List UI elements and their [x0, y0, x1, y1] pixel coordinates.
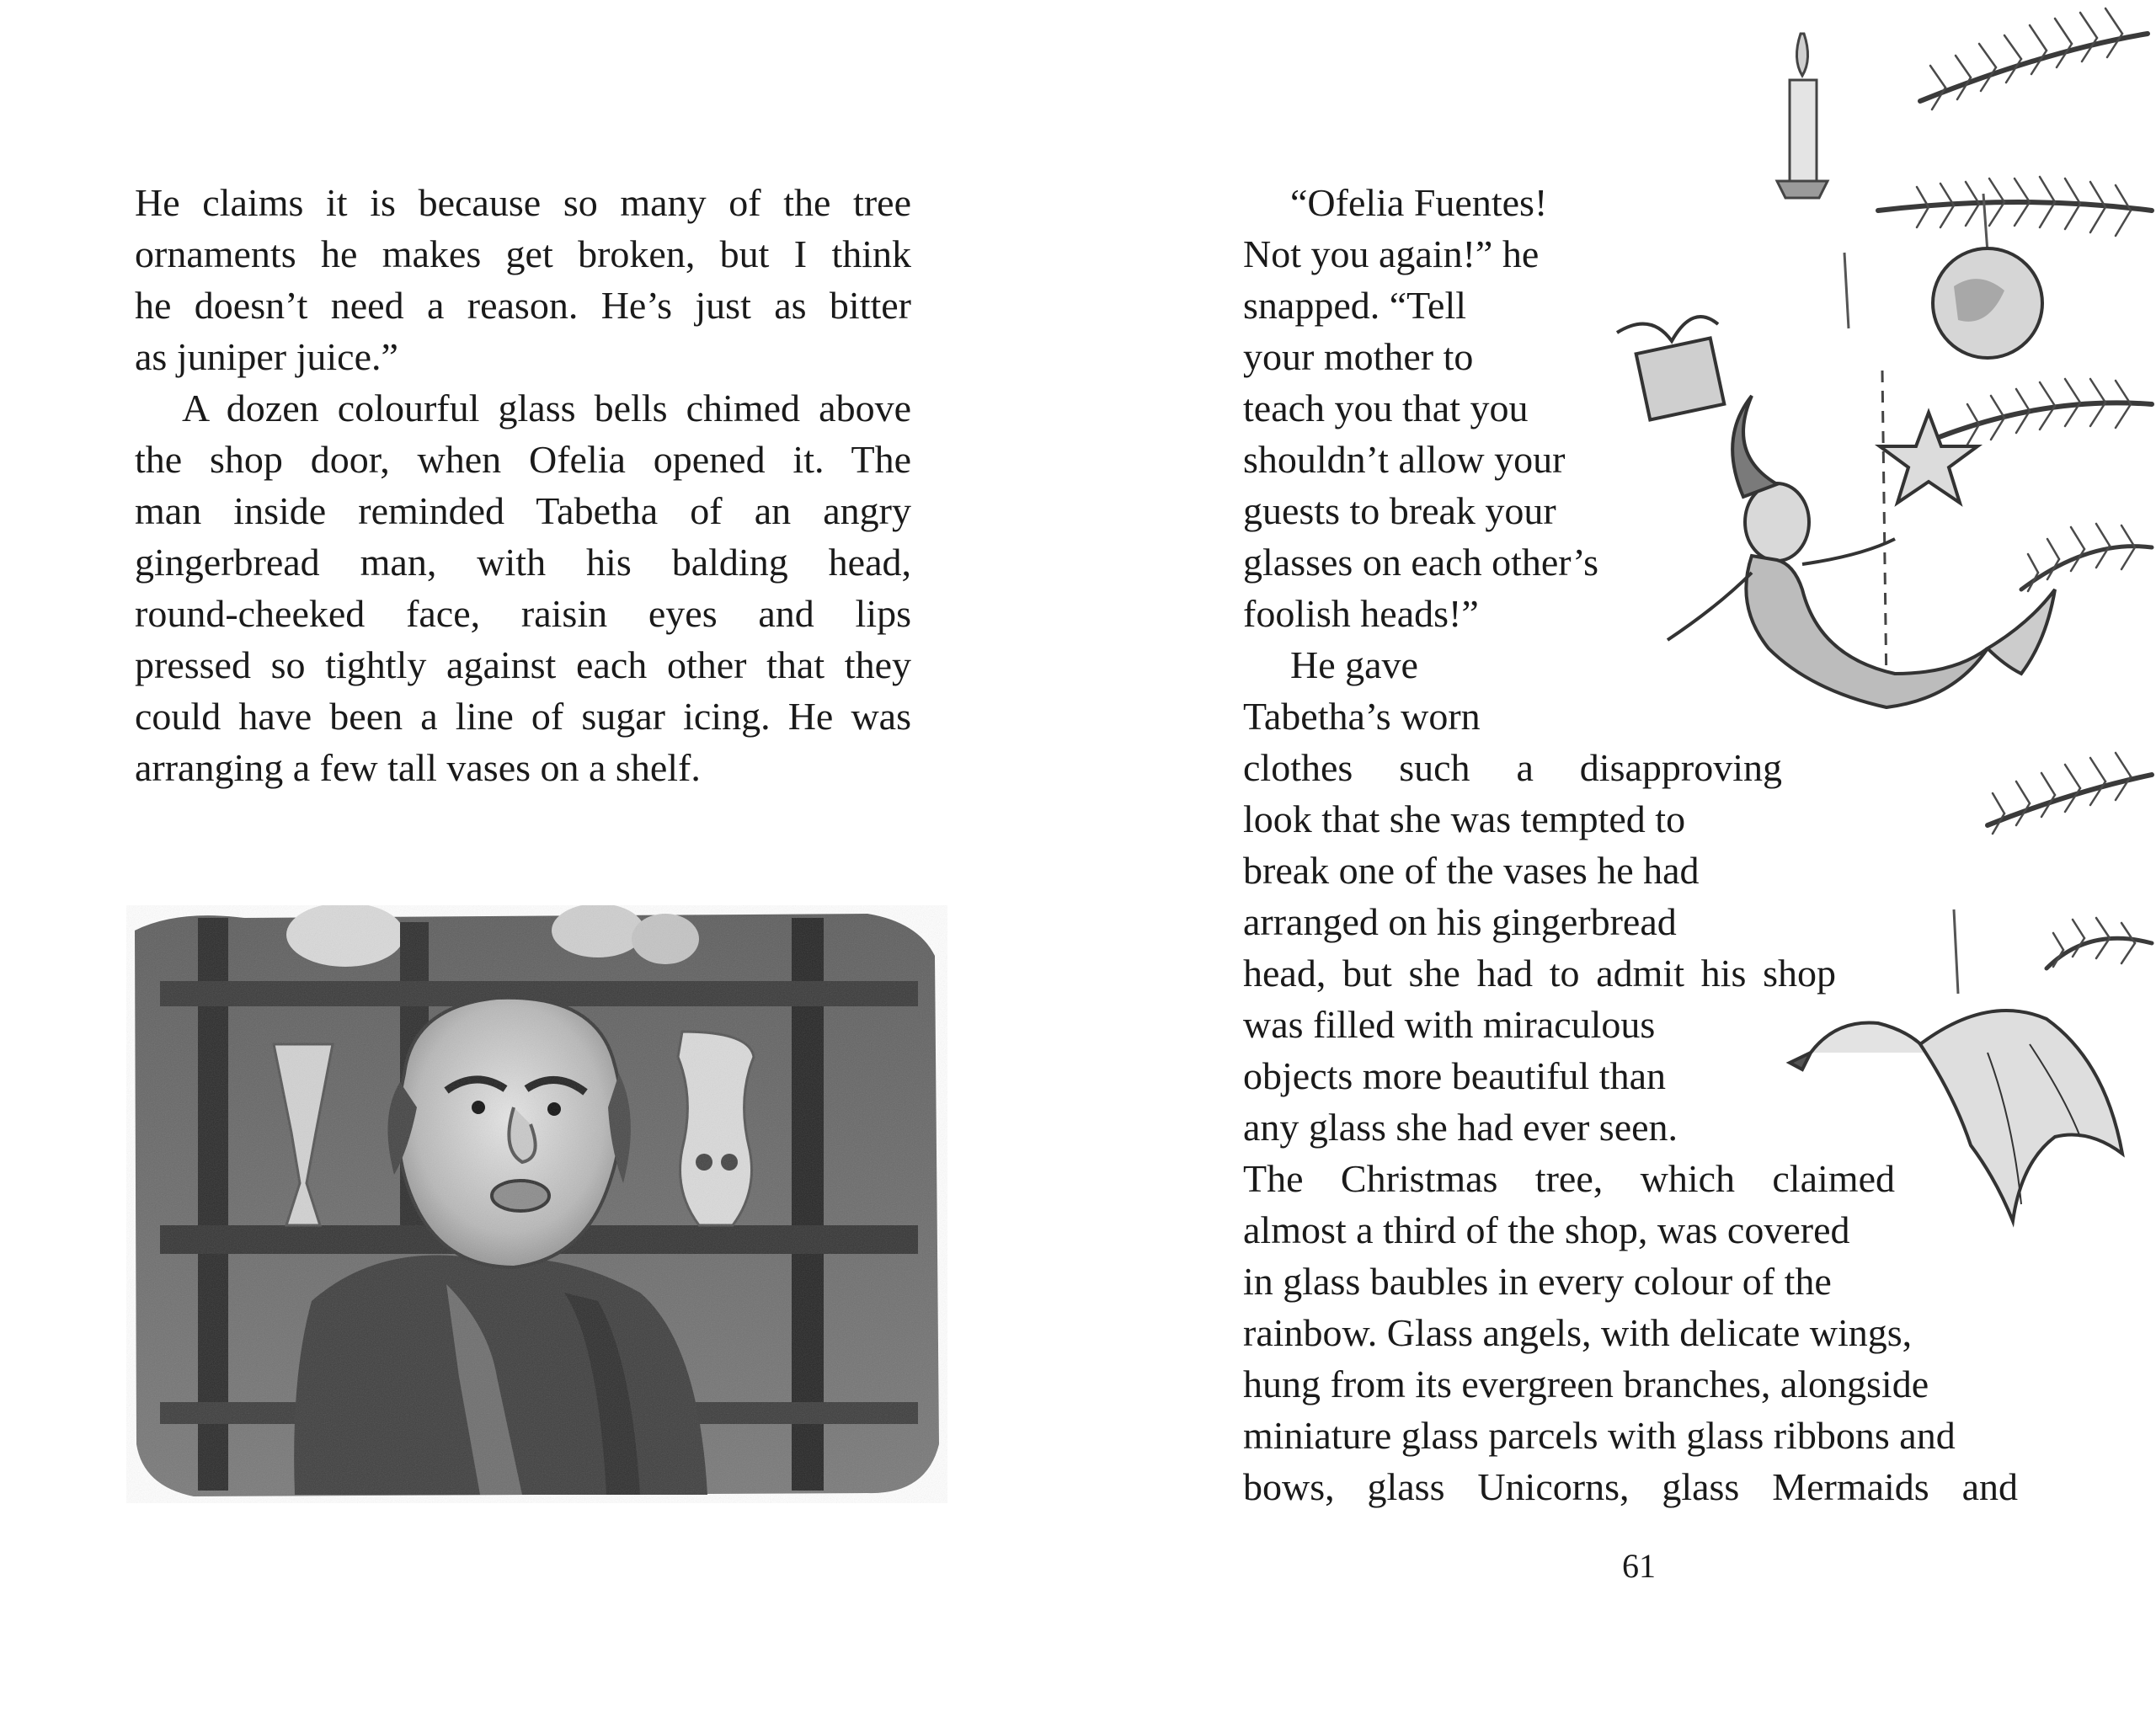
text-line: almost a third of the shop, was covered [1243, 1208, 1850, 1251]
text-line: He claims it is because so many of the tree [135, 181, 911, 224]
text-line: any glass she had ever seen. [1243, 1106, 1678, 1149]
text-line: Not you again!” he [1243, 232, 1540, 275]
text-line: the shop door, when Ofelia opened it. The [135, 438, 911, 481]
text-line: your mother to [1243, 335, 1474, 378]
text-line: objects more beautiful than [1243, 1054, 1667, 1097]
text-line: teach you that you [1243, 387, 1529, 429]
candle-ornament [1777, 34, 1828, 198]
text-line: could have been a line of sugar icing. He was [135, 695, 911, 738]
text-line: gingerbread man, with his balding head, [135, 541, 911, 584]
page-number: 61 [1622, 1547, 1656, 1585]
text-line: He gave [1290, 643, 1418, 686]
text-line: pressed so tightly against each other that they [135, 643, 911, 686]
text-line: guests to break your [1243, 489, 1556, 532]
text-line: break one of the vases he had [1243, 849, 1700, 892]
text-line: arranged on his gingerbread [1243, 900, 1677, 943]
text-line: he doesn’t need a reason. He’s just as bitter [135, 284, 911, 327]
text-line: was filled with miraculous [1243, 1003, 1656, 1046]
text-line: man inside reminded Tabetha of an angry [135, 489, 911, 532]
text-line: as juniper juice.” [135, 335, 398, 378]
text-line: foolish heads!” [1243, 592, 1479, 635]
text-line: “Ofelia Fuentes! [1290, 181, 1548, 224]
text-line: Tabetha’s worn [1243, 695, 1481, 738]
text-line: glasses on each other’s [1243, 541, 1598, 584]
text-line: head, but she had to admit his shop [1243, 952, 1836, 995]
text-line: shouldn’t allow your [1243, 438, 1566, 481]
text-line: hung from its evergreen branches, alongside [1243, 1363, 1929, 1405]
text-line: in glass baubles in every colour of the [1243, 1260, 1832, 1303]
text-line: miniature glass parcels with glass ribbons and [1243, 1414, 1956, 1457]
shopkeeper-illustration [126, 905, 947, 1503]
text-line: The Christmas tree, which claimed [1243, 1157, 1895, 1200]
text-line: round-cheeked face, raisin eyes and lips [135, 592, 911, 635]
text-line: rainbow. Glass angels, with delicate wings, [1243, 1311, 1913, 1354]
text-line: snapped. “Tell [1243, 284, 1467, 327]
text-line: look that she was tempted to [1243, 797, 1686, 840]
right-page [1078, 0, 2156, 1728]
text-line: clothes such a disapproving [1243, 746, 1782, 789]
text-line: bows, glass Unicorns, glass Mermaids and [1243, 1465, 2018, 1508]
text-line: arranging a few tall vases on a shelf. [135, 746, 701, 789]
text-line: A dozen colourful glass bells chimed above [182, 387, 911, 429]
text-line: ornaments he makes get broken, but I think [135, 232, 911, 275]
